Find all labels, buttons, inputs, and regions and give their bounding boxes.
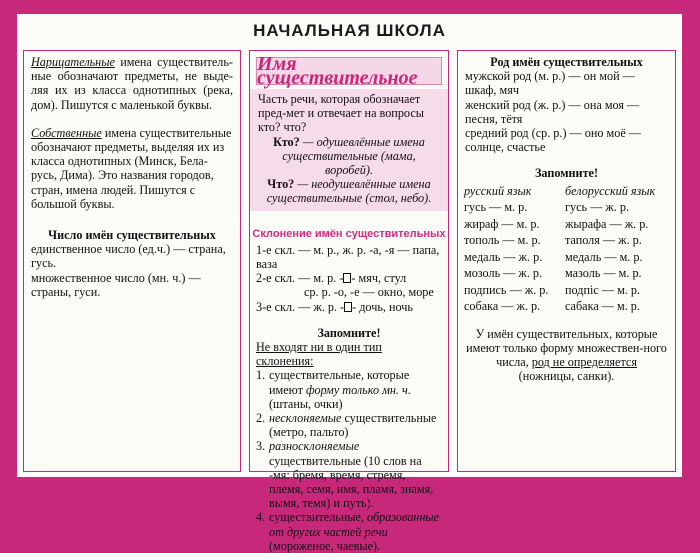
- main-title-box: [256, 52, 442, 89]
- column-russian: русский язык: [464, 183, 532, 198]
- exceptions-heading: Не входят ни в один тип склонения:: [256, 340, 382, 369]
- main-title: Имя существительное: [257, 52, 418, 89]
- plural-note-examples: (ножницы, санки).: [518, 369, 615, 384]
- table-row: подпись — ж. р. подпіс — м. р.: [464, 282, 641, 297]
- definition-intro: Часть речи, которая обозначает пред-мет и отвечает на вопросы кто? что?: [258, 92, 424, 135]
- animate-line: [258, 135, 440, 178]
- chto-question: Что?: [267, 177, 295, 192]
- inanimate-line: [258, 177, 440, 205]
- table-row: мозоль — ж. р. мазоль — м. р.: [464, 266, 642, 281]
- gender-comparison-table: [458, 183, 675, 315]
- list-item: 3. разносклоняемые существительные (10 слов на -мя: бремя, время, стремя, племя, семя, имя, пламя, знамя, вымя, темя) и путь).: [256, 439, 434, 511]
- remember-heading: Запомните!: [534, 166, 599, 181]
- page-title: НАЧАЛЬНАЯ ШКОЛА: [253, 21, 446, 40]
- proper-nouns-term: Собственные: [31, 125, 102, 140]
- definition-block: [250, 89, 448, 211]
- declension-2b: ср. р. -о, -е — окно, море: [304, 285, 434, 300]
- proper-nouns-text: имена существительные обозначают предметы, выделяя их из класса однотипных (Минск, Бела-русь, Дима). Это названия городов, стран, имена людей. Пишутся с большой буквы.: [31, 125, 232, 211]
- common-nouns-term: Нарицательные: [31, 55, 115, 69]
- declension-2a-post: - мяч, стул: [351, 271, 407, 286]
- left-column: [23, 50, 241, 472]
- common-nouns-text: имена существитель-ные обозначают предметы, не выде-ляя их из класса однотипных (река, дом). Пишутся с маленькой буквы.: [31, 55, 233, 112]
- declension-title: Склонение имён существительных: [252, 227, 446, 240]
- table-row: гусь — м. р. гусь — ж. р.: [464, 200, 629, 215]
- declension-3: [256, 300, 442, 314]
- number-title: Число имён существительных: [48, 228, 216, 243]
- exceptions-list: [256, 368, 442, 553]
- common-nouns-paragraph: [31, 55, 233, 112]
- reference-card: [17, 14, 682, 553]
- table-row: медаль — ж. р. медаль — м. р.: [464, 249, 643, 264]
- list-item: 4. существительные, образованные от других частей речи (мороженое, чаевые).: [256, 510, 440, 553]
- right-column: [457, 50, 676, 472]
- plural-note-text: У имён существительных, которые имеют только форму множествен-ного числа,: [466, 326, 667, 370]
- declension-2a-pre: 2-е скл. — м. р. -: [256, 271, 344, 286]
- declension-3-post: - дочь, ночь: [352, 299, 413, 314]
- plural-text: множественное число (мн. ч.) — страны, гуси.: [31, 270, 201, 299]
- declension-1: 1-е скл. — м. р., ж. р. -а, -я — папа, ваза: [256, 242, 440, 272]
- remember-heading: Запомните!: [317, 325, 381, 340]
- feminine-line: женский род (ж. р.) — она моя — песня, тётя: [465, 97, 640, 126]
- chto-text: — неодушевлённые имена существительные (стол, небо).: [266, 177, 432, 206]
- plural-note-underlined: род не определяется: [531, 355, 637, 370]
- singular-text: единственное число (ед.ч.) — страна, гусь.: [31, 242, 226, 271]
- gender-title: Род имён существительных: [490, 55, 643, 69]
- header: [17, 14, 682, 48]
- table-row: жираф — м. р. жырафа — ж. р.: [464, 216, 649, 231]
- table-row: собака — ж. р. сабака — м. р.: [464, 299, 640, 314]
- zero-ending-icon: [344, 302, 352, 312]
- list-item: 2. несклоняемые существительные (метро, пальто): [256, 411, 437, 440]
- declension-3-pre: 3-е скл. — ж. р. -: [256, 299, 345, 314]
- kto-question: Кто?: [273, 134, 300, 149]
- proper-nouns-paragraph: [31, 126, 233, 211]
- table-header: [458, 183, 675, 200]
- declension-list: [250, 241, 448, 553]
- neuter-line: средний род (ср. р.) — оно моё — солнце, счастье: [465, 126, 641, 155]
- middle-column: [249, 50, 449, 553]
- table-row: тополь — м. р. таполя — ж. р.: [464, 233, 642, 248]
- declension-2a: [256, 271, 442, 285]
- kto-text: — одушевлённые имена существительные (мама, воробей).: [282, 134, 425, 178]
- plural-only-note: [458, 315, 675, 384]
- list-item: 1. существительные, которые имеют форму только мн. ч. (штаны, очки): [256, 368, 411, 411]
- masculine-line: мужской род (м. р.) — он мой — шкаф, мяч: [465, 69, 635, 98]
- column-belarusian: белорусский язык: [565, 183, 656, 198]
